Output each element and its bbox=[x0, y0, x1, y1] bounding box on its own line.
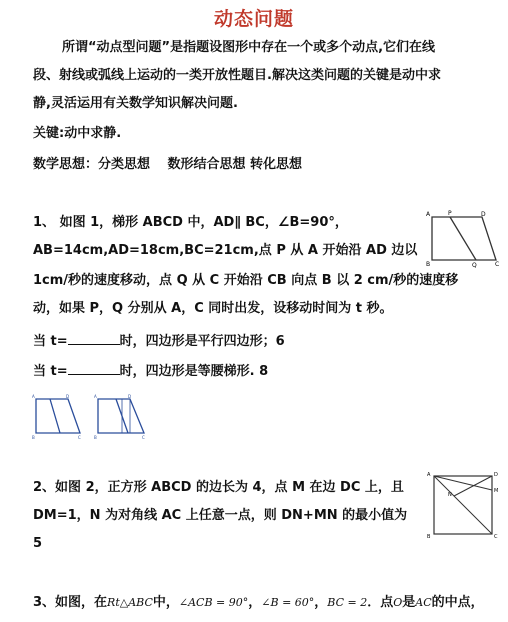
q1-answer-1-prefix: 当 t= bbox=[33, 334, 68, 349]
label-m: M bbox=[494, 488, 499, 494]
q2-line-1: 2、如图 2，正方形 ABCD 的边长为 4，点 M 在边 DC 上，且 bbox=[33, 480, 404, 495]
q3-segment-ac: AC bbox=[415, 596, 432, 609]
q1-line-3: 1cm/秒的速度移动，点 Q 从 C 开始沿 CB 向点 B 以 2 cm/秒的速度移 bbox=[33, 273, 459, 288]
svg-text:D: D bbox=[128, 394, 132, 399]
label-a: A bbox=[426, 211, 431, 218]
q1-answer-2 bbox=[33, 360, 268, 383]
q3-point-o: O bbox=[393, 596, 403, 609]
q3-angle-acb: ∠ACB = 90° bbox=[178, 596, 249, 609]
svg-text:B: B bbox=[32, 435, 35, 440]
label-b: B bbox=[427, 534, 431, 540]
q2-line-3: 5 bbox=[33, 536, 43, 551]
q1-line-1: 1、 如图 1，梯形 ABCD 中，AD∥ BC，∠B=90°， bbox=[33, 215, 348, 230]
q1-answer-2-prefix: 当 t= bbox=[33, 364, 68, 379]
figure-isosceles-case bbox=[92, 393, 154, 441]
q3-rt-triangle: Rt△ABC bbox=[107, 596, 153, 609]
intro-line-3: 静,灵活运用有关数学知识解决问题. bbox=[33, 96, 238, 111]
answer-blank bbox=[68, 360, 120, 375]
thinking-line: 数学思想：分类思想 数形结合思想 转化思想 bbox=[33, 157, 303, 172]
label-q: Q bbox=[472, 262, 477, 268]
figure-2-square bbox=[424, 468, 504, 540]
label-a: A bbox=[427, 472, 431, 478]
svg-text:A: A bbox=[32, 394, 35, 399]
q3-bc-length: BC = 2 bbox=[327, 596, 368, 609]
label-p: P bbox=[448, 210, 452, 217]
q1-answer-1-suffix: 时，四边形是平行四边形；6 bbox=[119, 334, 285, 349]
svg-text:C: C bbox=[78, 435, 81, 440]
label-b: B bbox=[426, 261, 431, 268]
q3-angle-b: ∠B = 60° bbox=[261, 596, 315, 609]
svg-text:C: C bbox=[142, 435, 145, 440]
q1-line-2: AB=14cm,AD=18cm,BC=21cm,点 P 从 A 开始沿 AD 边以 bbox=[33, 243, 418, 258]
q2-line-2: DM=1，N 为对角线 AC 上任意一点，则 DN+MN 的最小值为 bbox=[33, 508, 408, 523]
q3-in: 中， bbox=[152, 595, 179, 610]
svg-text:D: D bbox=[66, 394, 70, 399]
intro-line-1: 所谓“动点型问题”是指题设图形中存在一个或多个动点,它们在线 bbox=[62, 40, 436, 55]
key-line: 关键:动中求静. bbox=[33, 126, 122, 141]
label-c: C bbox=[494, 534, 498, 540]
figure-1-trapezoid bbox=[424, 208, 504, 268]
q3-prefix: 3、如图，在 bbox=[33, 595, 108, 610]
q1-answer-2-suffix: 时，四边形是等腰梯形. 8 bbox=[119, 364, 269, 379]
label-d: D bbox=[494, 472, 498, 478]
q1-line-4: 动，如果 P，Q 分别从 A，C 同时出发，设移动时间为 t 秒。 bbox=[33, 301, 393, 316]
page-title: 动态问题 bbox=[213, 8, 294, 30]
figure-parallelogram-case bbox=[30, 393, 86, 441]
svg-text:A: A bbox=[94, 394, 97, 399]
q1-answer-1 bbox=[33, 330, 285, 353]
label-d: D bbox=[481, 211, 486, 218]
intro-line-2: 段、射线或弧线上运动的一类开放性题目.解决这类问题的关键是动中求 bbox=[33, 68, 441, 83]
label-n: N bbox=[448, 492, 452, 498]
svg-text:B: B bbox=[94, 435, 97, 440]
label-c: C bbox=[495, 261, 500, 268]
answer-blank bbox=[68, 330, 120, 345]
q3-line-1: 3、如图，在Rt△ABC中，∠ACB = 90°，∠B = 60°，BC = 2．点O是AC的中点， bbox=[33, 595, 484, 610]
